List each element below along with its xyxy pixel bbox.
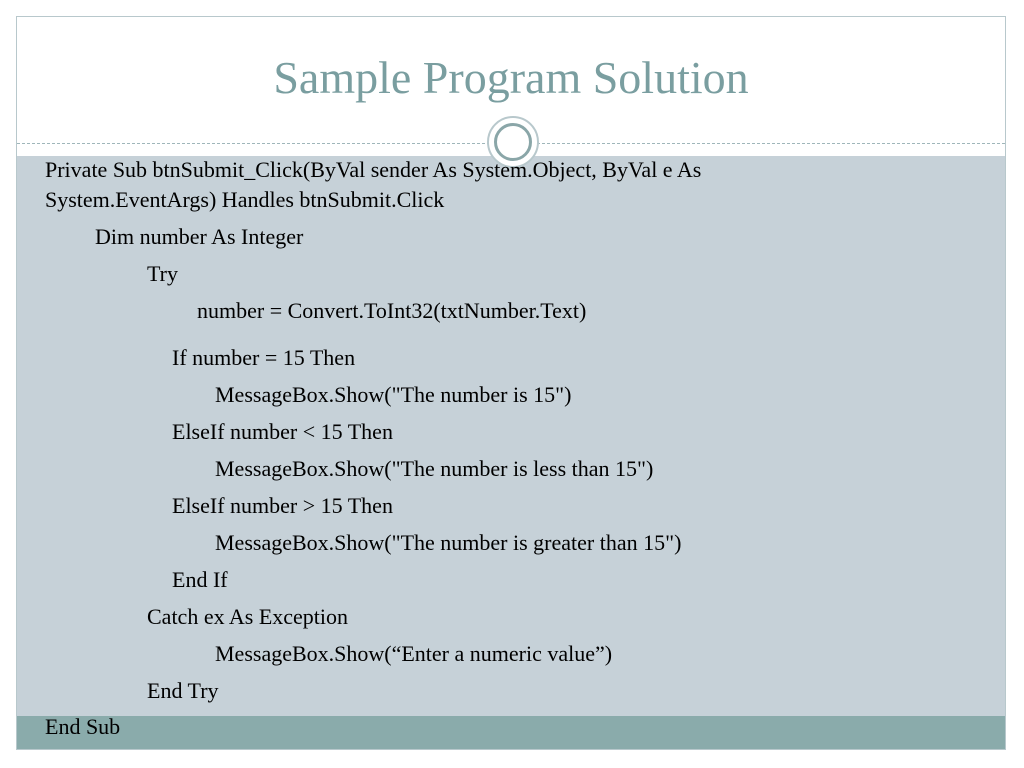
code-line-try: Try — [147, 261, 178, 286]
slide — [16, 16, 1006, 750]
circle-ornament-inner — [494, 123, 532, 161]
code-line-msg-equal: MessageBox.Show("The number is 15") — [215, 382, 572, 407]
code-line-elseif-less: ElseIf number < 15 Then — [172, 419, 393, 444]
code-line-end-try: End Try — [147, 678, 219, 703]
code-line-elseif-greater: ElseIf number > 15 Then — [172, 493, 393, 518]
code-line-dim: Dim number As Integer — [95, 224, 304, 249]
code-line-if: If number = 15 Then — [172, 345, 356, 370]
code-line-end-if: End If — [172, 567, 228, 592]
code-line-end-sub: End Sub — [45, 714, 121, 739]
slide-title: Sample Program Solution — [273, 52, 749, 103]
code-line-msg-numeric: MessageBox.Show(“Enter a numeric value”) — [215, 641, 613, 666]
code-line-sub-signature-2: System.EventArgs) Handles btnSubmit.Click — [45, 187, 445, 212]
code-line-sub-signature-1: Private Sub btnSubmit_Click(ByVal sender As System.Object, ByVal e As — [45, 157, 702, 182]
footer-band — [17, 716, 1005, 750]
code-line-convert: number = Convert.ToInt32(txtNumber.Text) — [197, 298, 587, 323]
code-line-msg-less: MessageBox.Show("The number is less than 15") — [215, 456, 654, 481]
code-line-catch: Catch ex As Exception — [147, 604, 349, 629]
code-line-msg-greater: MessageBox.Show("The number is greater than 15") — [215, 530, 682, 555]
